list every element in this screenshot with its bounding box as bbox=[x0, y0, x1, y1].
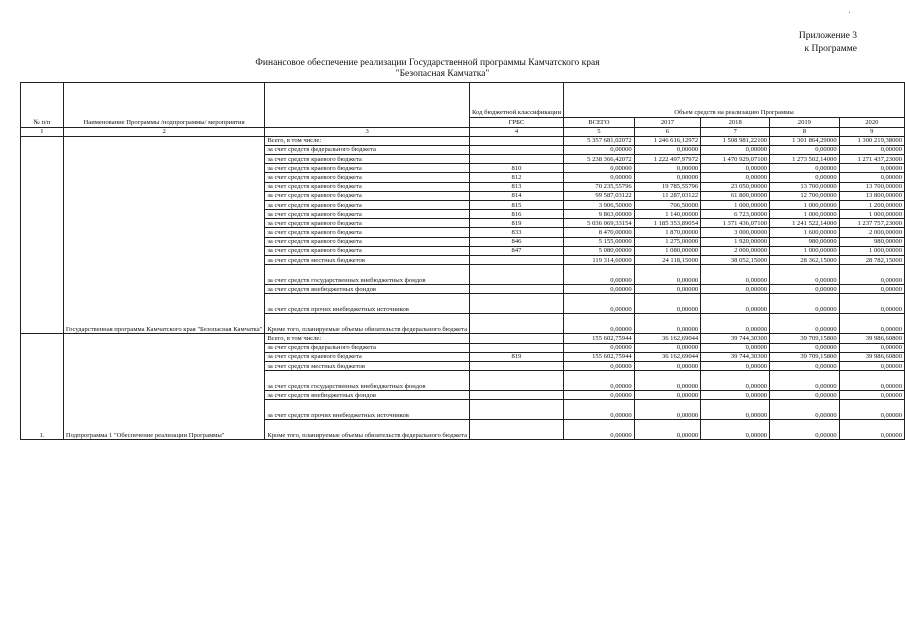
amount-2020: 0,00000 bbox=[839, 173, 904, 182]
grbs-code: 810 bbox=[470, 164, 564, 173]
funding-source: за счет средств краевого бюджета bbox=[265, 219, 470, 228]
amount-2017: 36 162,69044 bbox=[634, 334, 701, 343]
grbs-code bbox=[470, 256, 564, 265]
amount-2019: 1 000,00000 bbox=[770, 200, 840, 209]
grbs-code: 833 bbox=[470, 228, 564, 237]
amount-2018: 0,00000 bbox=[701, 361, 770, 370]
amount-total: 99 587,03122 bbox=[563, 191, 634, 200]
financing-table bbox=[20, 82, 905, 440]
funding-source: за счет средств федерального бюджета bbox=[265, 343, 470, 352]
amount-2017: 19 785,55796 bbox=[634, 182, 701, 191]
amount-total: 3 906,50000 bbox=[563, 200, 634, 209]
amount-2018: 39 744,30300 bbox=[701, 334, 770, 343]
amount-total: 0,00000 bbox=[563, 361, 634, 370]
amount-2019: 1 000,00000 bbox=[770, 210, 840, 219]
amount-2017: 0,00000 bbox=[634, 314, 701, 334]
amount-2017: 36 162,69044 bbox=[634, 352, 701, 361]
amount-total: 155 602,75944 bbox=[563, 334, 634, 343]
funding-source: Кроме того, планируемые объемы обязательств федерального бюджета bbox=[265, 420, 470, 440]
amount-total: 70 235,55796 bbox=[563, 182, 634, 191]
amount-2017: 0,00000 bbox=[634, 294, 701, 314]
amount-total: 0,00000 bbox=[563, 400, 634, 420]
funding-source: за счет средств краевого бюджета bbox=[265, 210, 470, 219]
amount-2020: 1 300 219,38000 bbox=[839, 136, 904, 145]
grbs-code: 819 bbox=[470, 219, 564, 228]
scan-speck bbox=[849, 12, 850, 13]
amount-2018: 0,00000 bbox=[701, 145, 770, 154]
amount-2020: 0,00000 bbox=[839, 391, 904, 400]
funding-source: за счет средств краевого бюджета bbox=[265, 182, 470, 191]
table-row bbox=[21, 136, 905, 145]
amount-total: 0,00000 bbox=[563, 420, 634, 440]
header-code: Код бюджетной классификации bbox=[470, 83, 564, 118]
document-subtitle: "Безопасная Камчатка" bbox=[395, 69, 490, 79]
amount-2018: 0,00000 bbox=[701, 343, 770, 352]
header-2018: 2018 bbox=[701, 118, 770, 128]
amount-2017: 0,00000 bbox=[634, 343, 701, 352]
amount-2018: 61 800,00000 bbox=[701, 191, 770, 200]
amount-2017: 0,00000 bbox=[634, 361, 701, 370]
amount-2017: 0,00000 bbox=[634, 173, 701, 182]
amount-2019: 1 600,00000 bbox=[770, 228, 840, 237]
amount-2019: 0,00000 bbox=[770, 173, 840, 182]
amount-2020: 0,00000 bbox=[839, 294, 904, 314]
grbs-code bbox=[470, 400, 564, 420]
amount-2017: 0,00000 bbox=[634, 400, 701, 420]
header-grbs: ГРБС bbox=[470, 118, 564, 128]
amount-2018: 0,00000 bbox=[701, 285, 770, 294]
amount-2019: 1 301 864,29000 bbox=[770, 136, 840, 145]
funding-source: за счет средств прочих внебюджетных источников bbox=[265, 294, 470, 314]
column-number: 2 bbox=[63, 128, 264, 137]
funding-source: за счет средств государственных внебюджетных фондов bbox=[265, 371, 470, 391]
grbs-code bbox=[470, 136, 564, 145]
column-number: 7 bbox=[701, 128, 770, 137]
amount-2020: 0,00000 bbox=[839, 145, 904, 154]
amount-total: 0,00000 bbox=[563, 314, 634, 334]
amount-2018: 1 000,00000 bbox=[701, 200, 770, 209]
amount-total: 0,00000 bbox=[563, 285, 634, 294]
funding-source: за счет средств внебюджетных фондов bbox=[265, 391, 470, 400]
header-no: № п/п bbox=[21, 83, 64, 128]
amount-total: 155 602,75944 bbox=[563, 352, 634, 361]
amount-2019: 39 709,15800 bbox=[770, 352, 840, 361]
row-number: 1. bbox=[21, 334, 64, 440]
amount-total: 0,00000 bbox=[563, 343, 634, 352]
amount-2017: 1 222 497,97972 bbox=[634, 154, 701, 163]
amount-total: 0,00000 bbox=[563, 294, 634, 314]
amount-2018: 0,00000 bbox=[701, 265, 770, 285]
amount-2020: 0,00000 bbox=[839, 285, 904, 294]
amount-2018: 0,00000 bbox=[701, 164, 770, 173]
amount-2018: 39 744,30300 bbox=[701, 352, 770, 361]
grbs-code bbox=[470, 145, 564, 154]
amount-total: 8 470,00000 bbox=[563, 228, 634, 237]
grbs-code: 819 bbox=[470, 352, 564, 361]
amount-2019: 1 000,00000 bbox=[770, 246, 840, 255]
amount-2019: 28 362,15000 bbox=[770, 256, 840, 265]
amount-2017: 1 140,00000 bbox=[634, 210, 701, 219]
amount-2020: 39 986,60800 bbox=[839, 352, 904, 361]
grbs-code bbox=[470, 154, 564, 163]
funding-source: Кроме того, планируемые объемы обязательств федерального бюджета bbox=[265, 314, 470, 334]
amount-2019: 0,00000 bbox=[770, 265, 840, 285]
amount-2019: 0,00000 bbox=[770, 400, 840, 420]
header-row bbox=[21, 83, 905, 118]
amount-2018: 0,00000 bbox=[701, 371, 770, 391]
amount-2020: 2 000,00000 bbox=[839, 228, 904, 237]
amount-2017: 0,00000 bbox=[634, 391, 701, 400]
column-number: 3 bbox=[265, 128, 470, 137]
amount-2019: 1 273 502,14000 bbox=[770, 154, 840, 163]
amount-2017: 1 870,00000 bbox=[634, 228, 701, 237]
amount-2017: 706,50000 bbox=[634, 200, 701, 209]
amount-total: 0,00000 bbox=[563, 391, 634, 400]
funding-source: за счет средств краевого бюджета bbox=[265, 228, 470, 237]
amount-2017: 1 275,00000 bbox=[634, 237, 701, 246]
amount-2017: 0,00000 bbox=[634, 265, 701, 285]
table-body bbox=[21, 83, 905, 440]
funding-source: за счет средств федерального бюджета bbox=[265, 145, 470, 154]
amount-2020: 13 800,00000 bbox=[839, 191, 904, 200]
column-number-row bbox=[21, 128, 905, 137]
amount-2020: 0,00000 bbox=[839, 265, 904, 285]
amount-2018: 1 508 981,22100 bbox=[701, 136, 770, 145]
amount-2020: 28 782,15000 bbox=[839, 256, 904, 265]
grbs-code bbox=[470, 314, 564, 334]
amount-2020: 1 200,00000 bbox=[839, 200, 904, 209]
grbs-code: 813 bbox=[470, 182, 564, 191]
grbs-code: 846 bbox=[470, 237, 564, 246]
amount-2017: 0,00000 bbox=[634, 145, 701, 154]
amount-2018: 6 723,00000 bbox=[701, 210, 770, 219]
amount-2019: 13 700,00000 bbox=[770, 182, 840, 191]
amount-2019: 0,00000 bbox=[770, 361, 840, 370]
document-title: Финансовое обеспечение реализации Государственной программы Камчатского края bbox=[255, 58, 600, 68]
column-number: 6 bbox=[634, 128, 701, 137]
amount-2018: 3 000,00000 bbox=[701, 228, 770, 237]
header-2019: 2019 bbox=[770, 118, 840, 128]
amount-2019: 0,00000 bbox=[770, 314, 840, 334]
grbs-code bbox=[470, 294, 564, 314]
column-number: 1 bbox=[21, 128, 64, 137]
amount-2017: 24 118,15000 bbox=[634, 256, 701, 265]
amount-2019: 0,00000 bbox=[770, 371, 840, 391]
grbs-code bbox=[470, 391, 564, 400]
amount-2019: 0,00000 bbox=[770, 391, 840, 400]
amount-2017: 0,00000 bbox=[634, 285, 701, 294]
funding-source: за счет средств местных бюджетов bbox=[265, 361, 470, 370]
amount-2019: 0,00000 bbox=[770, 164, 840, 173]
funding-source: за счет средств краевого бюджета bbox=[265, 237, 470, 246]
amount-2017: 1 080,00000 bbox=[634, 246, 701, 255]
amount-2018: 38 052,15000 bbox=[701, 256, 770, 265]
amount-2018: 23 050,00000 bbox=[701, 182, 770, 191]
amount-2017: 0,00000 bbox=[634, 420, 701, 440]
appendix-note bbox=[799, 30, 857, 56]
funding-source: за счет средств внебюджетных фондов bbox=[265, 285, 470, 294]
amount-2018: 0,00000 bbox=[701, 391, 770, 400]
amount-2017: 0,00000 bbox=[634, 164, 701, 173]
amount-2019: 12 700,00000 bbox=[770, 191, 840, 200]
amount-2018: 0,00000 bbox=[701, 294, 770, 314]
amount-2018: 1 920,00000 bbox=[701, 237, 770, 246]
header-source bbox=[265, 83, 470, 128]
amount-2020: 39 986,60800 bbox=[839, 334, 904, 343]
amount-2020: 0,00000 bbox=[839, 361, 904, 370]
amount-total: 5 357 681,02072 bbox=[563, 136, 634, 145]
column-number: 8 bbox=[770, 128, 840, 137]
header-volume: Объем средств на реализацию Программы bbox=[563, 83, 904, 118]
amount-total: 5 155,00000 bbox=[563, 237, 634, 246]
funding-source: Всего, в том числе: bbox=[265, 136, 470, 145]
funding-source: за счет средств прочих внебюджетных источников bbox=[265, 400, 470, 420]
grbs-code bbox=[470, 420, 564, 440]
amount-2019: 0,00000 bbox=[770, 420, 840, 440]
table-row bbox=[21, 334, 905, 343]
amount-2019: 39 709,15800 bbox=[770, 334, 840, 343]
funding-source: за счет средств краевого бюджета bbox=[265, 246, 470, 255]
grbs-code bbox=[470, 343, 564, 352]
amount-total: 0,00000 bbox=[563, 164, 634, 173]
amount-2017: 1 185 353,89054 bbox=[634, 219, 701, 228]
appendix-line-1: Приложение 3 bbox=[798, 31, 857, 41]
amount-2019: 1 241 522,14000 bbox=[770, 219, 840, 228]
amount-2018: 2 000,00000 bbox=[701, 246, 770, 255]
amount-2020: 0,00000 bbox=[839, 420, 904, 440]
grbs-code: 815 bbox=[470, 200, 564, 209]
header-total: ВСЕГО bbox=[563, 118, 634, 128]
grbs-code: 814 bbox=[470, 191, 564, 200]
amount-total: 0,00000 bbox=[563, 265, 634, 285]
amount-2017: 1 246 616,12972 bbox=[634, 136, 701, 145]
column-number: 5 bbox=[563, 128, 634, 137]
grbs-code bbox=[470, 334, 564, 343]
amount-2020: 0,00000 bbox=[839, 164, 904, 173]
column-number: 9 bbox=[839, 128, 904, 137]
amount-2017: 11 287,03122 bbox=[634, 191, 701, 200]
amount-total: 9 863,00000 bbox=[563, 210, 634, 219]
amount-2019: 0,00000 bbox=[770, 285, 840, 294]
appendix-line-2: к Программе bbox=[804, 44, 857, 54]
amount-2018: 0,00000 bbox=[701, 173, 770, 182]
grbs-code bbox=[470, 265, 564, 285]
amount-total: 0,00000 bbox=[563, 371, 634, 391]
funding-source: за счет средств краевого бюджета bbox=[265, 191, 470, 200]
amount-2017: 0,00000 bbox=[634, 371, 701, 391]
funding-source: Всего, в том числе: bbox=[265, 334, 470, 343]
amount-2019: 980,00000 bbox=[770, 237, 840, 246]
grbs-code: 847 bbox=[470, 246, 564, 255]
amount-2020: 0,00000 bbox=[839, 343, 904, 352]
funding-source: за счет средств краевого бюджета bbox=[265, 164, 470, 173]
funding-source: за счет средств государственных внебюджетных фондов bbox=[265, 265, 470, 285]
amount-2018: 0,00000 bbox=[701, 314, 770, 334]
amount-2020: 1 000,00000 bbox=[839, 246, 904, 255]
grbs-code bbox=[470, 285, 564, 294]
amount-2019: 0,00000 bbox=[770, 145, 840, 154]
header-2020: 2020 bbox=[839, 118, 904, 128]
amount-2020: 980,00000 bbox=[839, 237, 904, 246]
grbs-code: 812 bbox=[470, 173, 564, 182]
amount-2020: 0,00000 bbox=[839, 400, 904, 420]
funding-source: за счет средств краевого бюджета bbox=[265, 173, 470, 182]
amount-2018: 0,00000 bbox=[701, 400, 770, 420]
program-name: Подпрограмма 1 "Обеспечение реализации Программы" bbox=[63, 334, 264, 440]
funding-source: за счет средств краевого бюджета bbox=[265, 154, 470, 163]
header-name: Наименование Программы /подпрограммы/ мероприятия bbox=[63, 83, 264, 128]
column-number: 4 bbox=[470, 128, 564, 137]
amount-2020: 0,00000 bbox=[839, 371, 904, 391]
amount-2018: 0,00000 bbox=[701, 420, 770, 440]
funding-source: за счет средств краевого бюджета bbox=[265, 200, 470, 209]
grbs-code bbox=[470, 371, 564, 391]
header-2017: 2017 bbox=[634, 118, 701, 128]
program-name: Государственная программа Камчатского края "Безопасная Камчатка" bbox=[63, 136, 264, 334]
amount-2020: 1 271 437,23000 bbox=[839, 154, 904, 163]
funding-source: за счет средств местных бюджетов bbox=[265, 256, 470, 265]
amount-total: 5 080,00000 bbox=[563, 246, 634, 255]
grbs-code: 816 bbox=[470, 210, 564, 219]
amount-total: 5 036 069,33154 bbox=[563, 219, 634, 228]
amount-2020: 1 000,00000 bbox=[839, 210, 904, 219]
amount-total: 0,00000 bbox=[563, 173, 634, 182]
amount-total: 5 238 366,42072 bbox=[563, 154, 634, 163]
amount-total: 119 314,60000 bbox=[563, 256, 634, 265]
amount-total: 0,00000 bbox=[563, 145, 634, 154]
amount-2020: 0,00000 bbox=[839, 314, 904, 334]
amount-2020: 1 237 757,23000 bbox=[839, 219, 904, 228]
grbs-code bbox=[470, 361, 564, 370]
amount-2018: 1 470 929,07100 bbox=[701, 154, 770, 163]
amount-2019: 0,00000 bbox=[770, 343, 840, 352]
funding-source: за счет средств краевого бюджета bbox=[265, 352, 470, 361]
amount-2018: 1 371 436,07100 bbox=[701, 219, 770, 228]
amount-2019: 0,00000 bbox=[770, 294, 840, 314]
row-number bbox=[21, 136, 64, 334]
amount-2020: 13 700,00000 bbox=[839, 182, 904, 191]
